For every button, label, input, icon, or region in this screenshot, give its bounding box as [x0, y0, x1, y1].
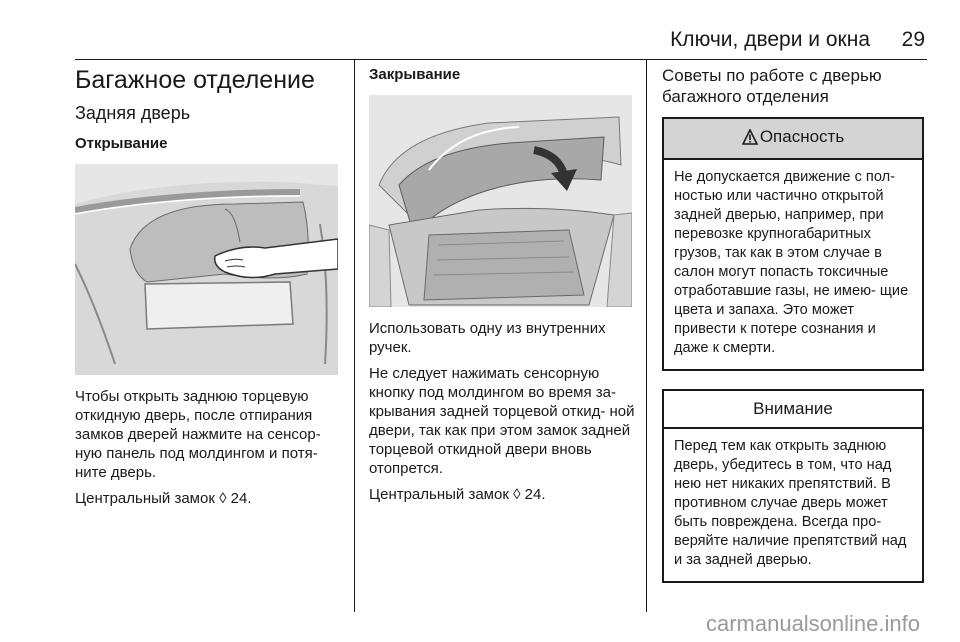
column-divider-left — [354, 60, 355, 612]
danger-text: Не допускается движение с пол- ностью или частично открытой задней дверью, например, при перевозке крупногабаритных грузов, так как в этом случае в салон могут попасть токсичные отработавшие газы, не имею- щие цвета и запаха. Это может привести к потере сознания и даже к смерти. — [674, 169, 909, 356]
danger-title: Опасность — [759, 127, 845, 146]
xref-page-link[interactable]: 24. — [524, 486, 546, 503]
closing-instruction-2: Не следует нажимать сенсорную кнопку под молдингом во время за- крывания задней торцевой откид- ной двери, так как при этом замок задней торцевой откидной двери вновь отопрется. — [369, 365, 635, 477]
danger-box-header — [664, 119, 922, 160]
header-rule — [75, 59, 927, 60]
header-title: Ключи, двери и окна — [670, 28, 870, 51]
opening-instructions: Чтобы открыть заднюю торцевую откидную дверь, после отпирания замков дверей нажмите на сенсор- ную панель под молдингом и потя- ните дверь. — [75, 388, 321, 481]
section-title: Багажное отделение — [75, 66, 315, 94]
xref-arrow-icon: ◊ — [219, 490, 227, 507]
column-2 — [369, 62, 639, 511]
xref-arrow-icon: ◊ — [513, 486, 521, 503]
opening-heading: Открывание — [75, 135, 168, 152]
xref-text: Центральный замок — [369, 486, 509, 503]
page-number: 29 — [901, 28, 925, 51]
xref-page-link[interactable]: 24. — [230, 490, 252, 507]
closing-illustration — [369, 95, 632, 307]
opening-xref — [75, 489, 340, 508]
xref-text: Центральный замок — [75, 490, 215, 507]
watermark: carmanualsonline.info — [705, 611, 920, 636]
closing-xref — [369, 485, 639, 504]
caution-box — [662, 389, 924, 583]
column-divider-right — [646, 60, 647, 612]
tips-title: Советы по работе с дверью багажного отделения — [662, 66, 882, 106]
column-1 — [75, 62, 340, 515]
caution-title: Внимание — [664, 391, 922, 429]
closing-instruction-1: Использовать одну из внутренних ручек. — [369, 320, 606, 356]
caution-text: Перед тем как открыть заднюю дверь, убедитесь в том, что над нею нет никаких препятствий. В противном случае дверь может быть повреждена. Всегда про- веряйте наличие препятствий над и за задней дверью. — [674, 438, 907, 568]
closing-heading: Закрывание — [369, 66, 461, 83]
warning-triangle-icon — [742, 129, 758, 150]
subsection-title: Задняя дверь — [75, 103, 191, 123]
column-3 — [662, 62, 924, 601]
opening-illustration — [75, 164, 338, 375]
danger-box — [662, 117, 924, 371]
